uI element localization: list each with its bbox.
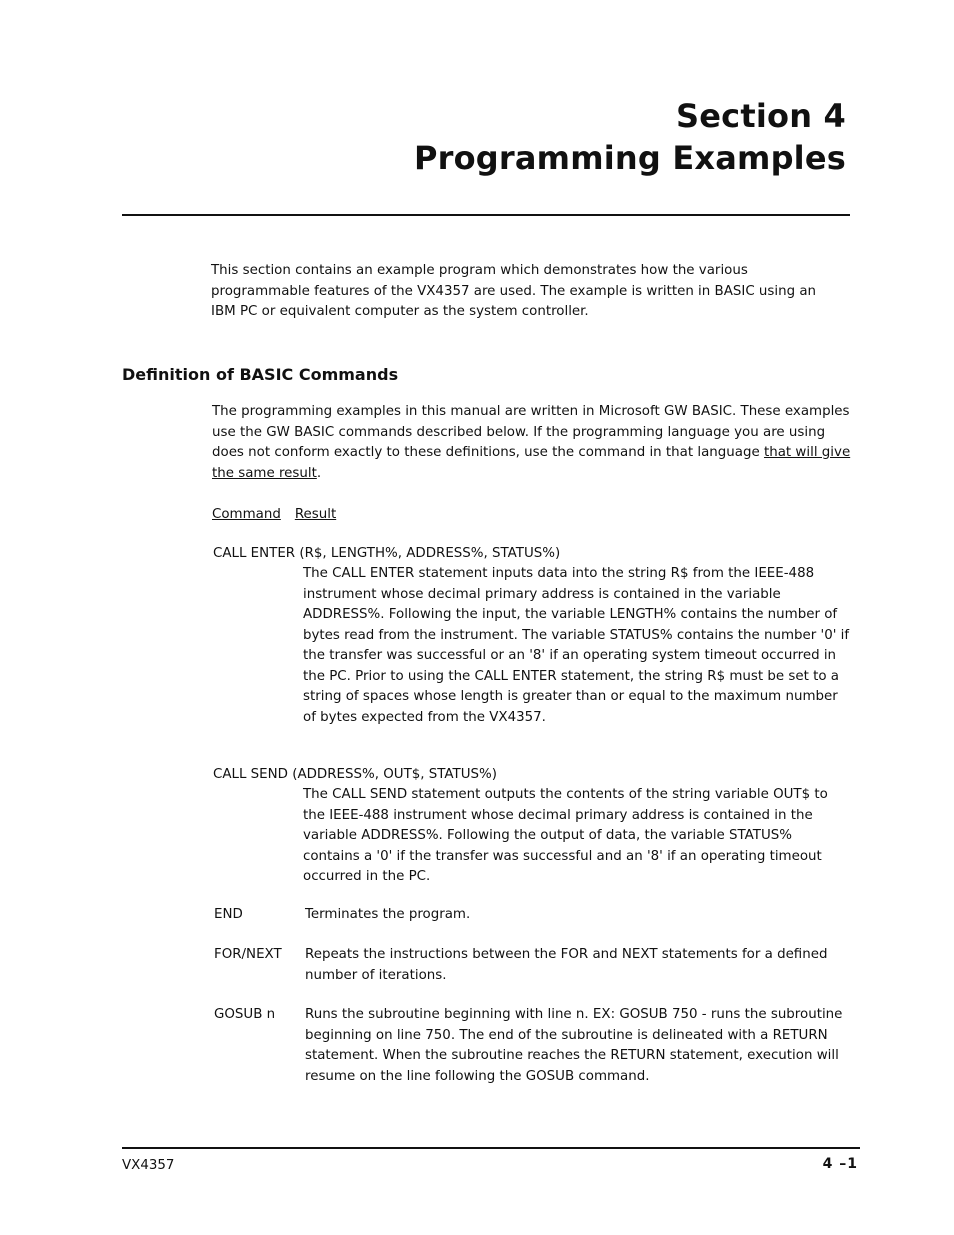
footer-model: VX4357 xyxy=(122,1158,175,1173)
for-next-term: FOR/NEXT xyxy=(214,947,282,962)
column-result: Result xyxy=(294,507,337,522)
end-term: END xyxy=(214,907,243,922)
call-enter-description: The CALL ENTER statement inputs data into the string R$ from the IEEE-488 instrument whose decimal primary address is contained in the variable ADDRESS%. Following the input, the variable LENGTH% contains the number of bytes read from the instrument. The variable STATUS% contains the number '0' if the transfer was successful or an '8' if an operating system timeout occurred in the PC. Prior to using the CALL ENTER statement, the string R$ must be set to a string of spaces whose length is greater than or equal to the maximum number of bytes expected from the VX4357. xyxy=(303,566,850,725)
page-title: Programming Examples xyxy=(413,139,846,177)
definition-paragraph-underlined: that will give the same result xyxy=(212,445,851,481)
definition-paragraph-lead: The programming examples in this manual are written in Microsoft GW BASIC. These examples use the GW BASIC commands described below. If the programming language you are using does not conform exactly to these definitions, use the command in that language xyxy=(212,404,850,460)
section-heading: Definition of BASIC Commands xyxy=(122,365,399,384)
definition-paragraph-end: . xyxy=(316,465,322,481)
for-next-description: Repeats the instructions between the FOR and NEXT statements for a defined number of iterations. xyxy=(305,947,828,983)
call-enter-syntax: CALL ENTER (R$, LENGTH%, ADDRESS%, STATUS%) xyxy=(213,546,561,561)
page-number: 4 –1 xyxy=(822,1156,858,1172)
section-number: Section 4 xyxy=(676,97,846,135)
call-send-syntax: CALL SEND (ADDRESS%, OUT$, STATUS%) xyxy=(213,767,497,782)
definition-paragraph xyxy=(212,402,852,484)
end-description: Terminates the program. xyxy=(305,907,471,922)
footer-rule xyxy=(122,1147,860,1149)
call-send-description: The CALL SEND statement outputs the contents of the string variable OUT$ to the IEEE-488 instrument whose decimal primary address is contained in the variable ADDRESS%. Following the output of data, the variable STATUS% contains a '0' if the transfer was successful and an '8' if an operating timeout occurred in the PC. xyxy=(303,787,828,884)
gosub-term: GOSUB n xyxy=(214,1007,276,1022)
gosub-description: Runs the subroutine beginning with line n. EX: GOSUB 750 - runs the subroutine beginning on line 750. The end of the subroutine is delineated with a RETURN statement. When the subroutine reaches the RETURN statement, execution will resume on the line following the GOSUB command. xyxy=(305,1007,843,1084)
intro-paragraph: This section contains an example program which demonstrates how the various programmable features of the VX4357 are used. The example is written in BASIC using an IBM PC or equivalent computer as the system controller. xyxy=(211,263,817,319)
column-headers xyxy=(212,505,350,526)
header-rule xyxy=(122,214,850,216)
column-command: Command xyxy=(212,507,281,522)
